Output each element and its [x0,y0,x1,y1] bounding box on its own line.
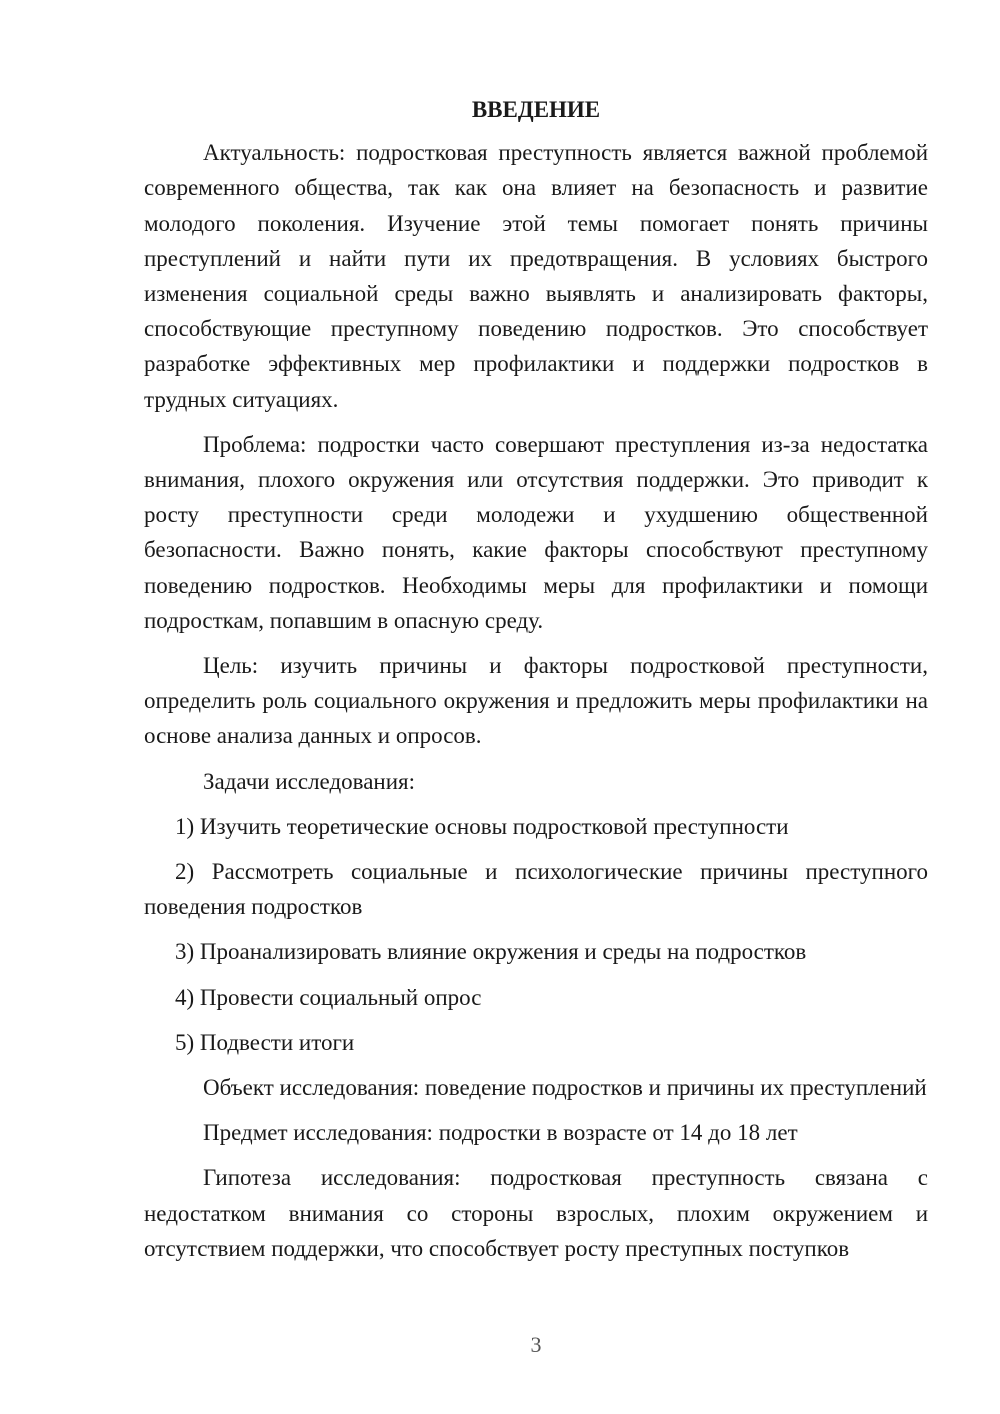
page-content [144,92,928,1276]
paragraph-relevance: Актуальность: подростковая преступность является важной проблемой современного общества, так как она влияет на безопасность и развитие молодого поколения. Изучение этой темы помогает понять причины преступлений и найти пути их предотвращения. В условиях быстрого изменения социальной среды важно выявлять и анализировать факторы, способствующие преступному поведению подростков. Это способствует разработке эффективных мер профилактики и поддержки подростков в трудных ситуациях. [144,140,928,412]
paragraph-tasks-heading: Задачи исследования: [203,768,416,794]
paragraph-problem: Проблема: подростки часто совершают преступления из-за недостатка внимания, плохого окружения или отсутствия поддержки. Это приводит к росту преступности среди молодежи и ухудшению общественной безопасности. Важно понять, какие факторы способствуют преступному поведению подростков. Необходимы меры для профилактики и помощи подросткам, попавшим в опасную среду. [144,431,928,633]
section-title: ВВЕДЕНИЕ [471,97,601,122]
task-item-5: 5) Подвести итоги [175,1029,355,1055]
paragraph-goal: Цель: изучить причины и факторы подростковой преступности, определить роль социального окружения и предложить меры профилактики на основе анализа данных и опросов. [144,653,928,749]
task-item-3: 3) Проанализировать влияние окружения и среды на подростков [175,939,807,965]
paragraph-object: Объект исследования: поведение подростков и причины их преступлений [203,1075,927,1101]
paragraph-hypothesis: Гипотеза исследования: подростковая преступность связана с недостатком внимания со стороны взрослых, плохим окружением и отсутствием поддержки, что способствует росту преступных поступков [144,1165,928,1261]
task-item-4: 4) Провести социальный опрос [175,984,482,1010]
page-number: 3 [530,1332,542,1357]
paragraph-subject: Предмет исследования: подростки в возрасте от 14 до 18 лет [203,1120,798,1146]
task-item-2: 2) Рассмотреть социальные и психологические причины преступного поведения подростков [144,859,928,920]
task-item-1: 1) Изучить теоретические основы подростковой преступности [175,813,789,839]
